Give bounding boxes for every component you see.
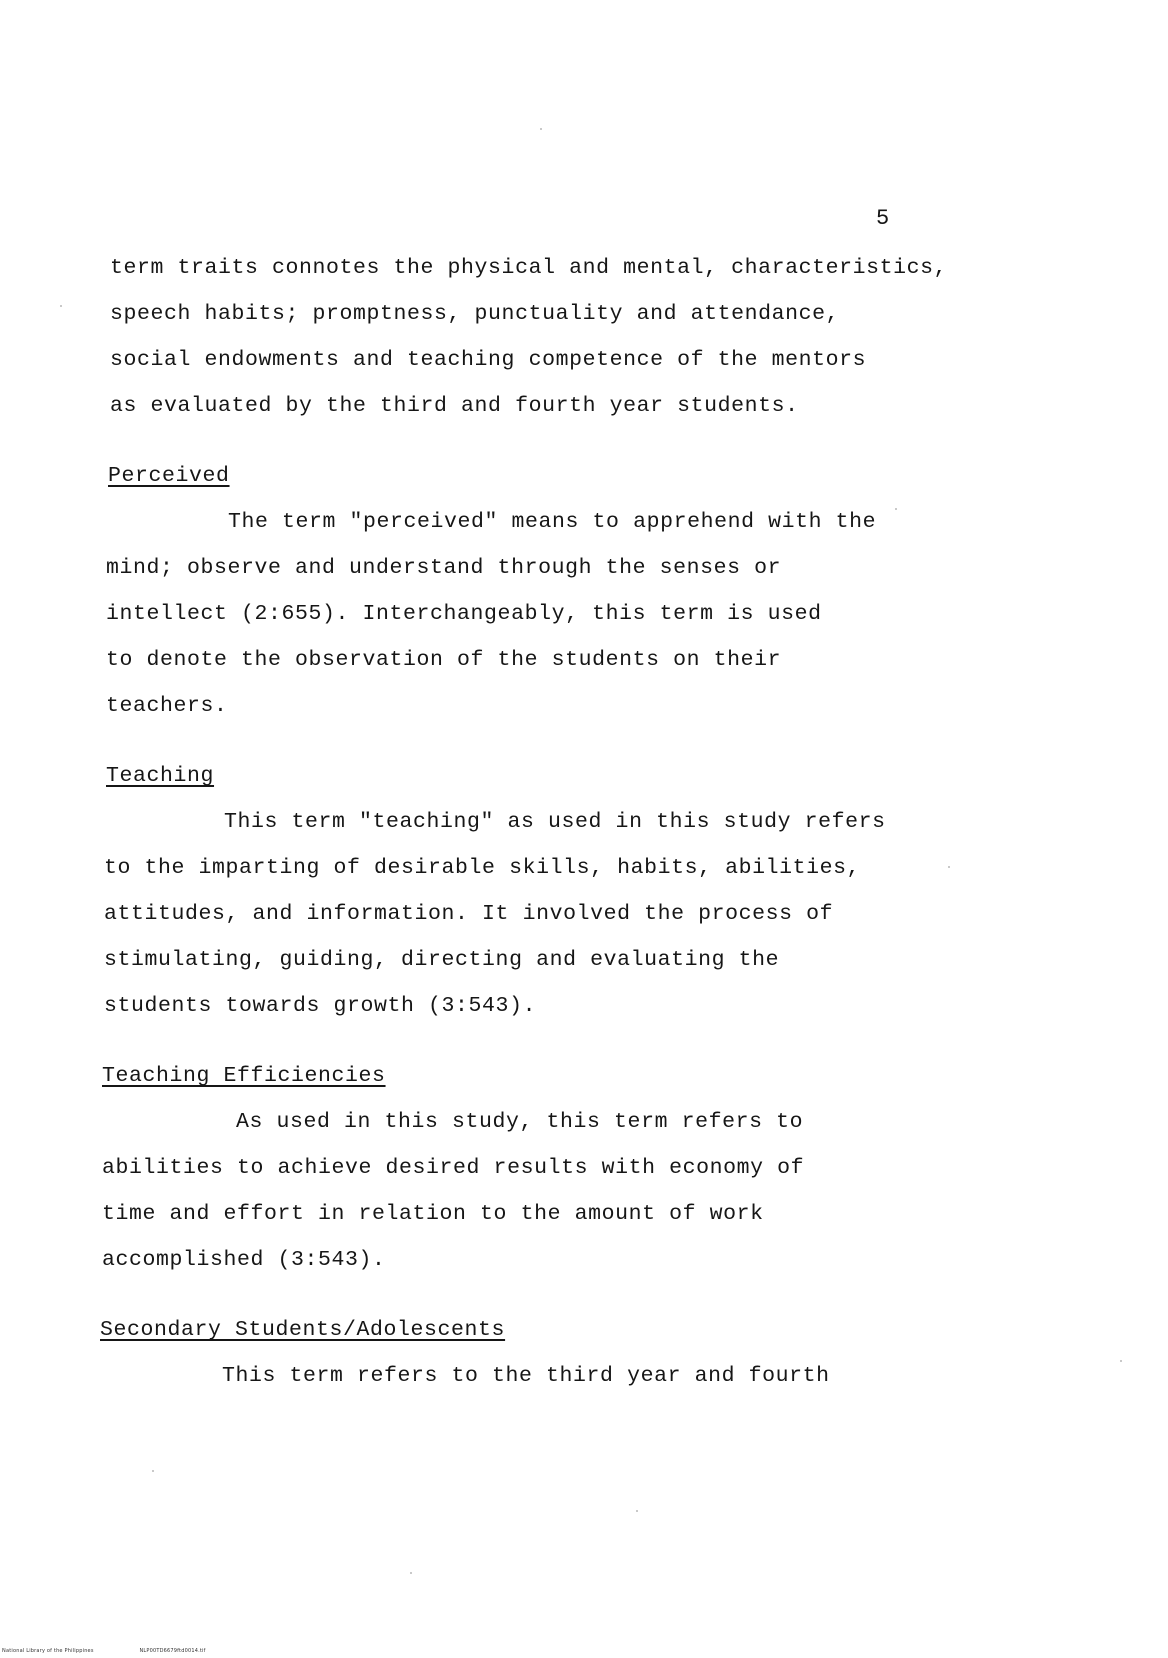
scan-speck bbox=[1120, 1360, 1122, 1362]
scan-speck bbox=[60, 305, 62, 307]
intro-line-3: social endowments and teaching competence of the mentors bbox=[110, 348, 867, 372]
scan-speck bbox=[948, 866, 950, 868]
intro-line-1: term traits connotes the physical and mental, characteristics, bbox=[110, 256, 948, 280]
teaching-line-5: students towards growth (3:543). bbox=[104, 994, 537, 1018]
intro-line-4: as evaluated by the third and fourth year students. bbox=[110, 394, 799, 418]
section-heading-teaching: Teaching bbox=[106, 764, 215, 788]
teaching-line-4: stimulating, guiding, directing and evaluating the bbox=[104, 948, 780, 972]
section-heading-secondary-students: Secondary Students/Adolescents bbox=[100, 1318, 506, 1342]
perceived-line-3: intellect (2:655). Interchangeably, this term is used bbox=[106, 602, 822, 626]
footer-file: NLP00TD6679ftd0014.tif bbox=[139, 1648, 206, 1654]
section-heading-teaching-efficiencies: Teaching Efficiencies bbox=[102, 1064, 386, 1088]
perceived-line-4: to denote the observation of the students on their bbox=[106, 648, 782, 672]
secondary-line-1: This term refers to the third year and fourth bbox=[222, 1364, 830, 1388]
scan-footer bbox=[2, 1648, 206, 1654]
perceived-line-2: mind; observe and understand through the senses or bbox=[106, 556, 782, 580]
section-heading-perceived: Perceived bbox=[108, 464, 230, 488]
scan-speck bbox=[540, 128, 542, 130]
perceived-line-1: The term "perceived" means to apprehend with the bbox=[228, 510, 877, 534]
teaching-line-1: This term "teaching" as used in this study refers bbox=[224, 810, 886, 834]
efficiencies-line-2: abilities to achieve desired results with economy of bbox=[102, 1156, 805, 1180]
teaching-line-2: to the imparting of desirable skills, habits, abilities, bbox=[104, 856, 861, 880]
scan-speck bbox=[895, 508, 897, 510]
scan-speck bbox=[636, 1510, 638, 1512]
efficiencies-line-3: time and effort in relation to the amount of work bbox=[102, 1202, 764, 1226]
intro-line-2: speech habits; promptness, punctuality and attendance, bbox=[110, 302, 840, 326]
teaching-line-3: attitudes, and information. It involved the process of bbox=[104, 902, 834, 926]
page-number: 5 bbox=[876, 206, 890, 231]
scan-speck bbox=[152, 1470, 154, 1472]
footer-library: National Library of the Philippines bbox=[2, 1648, 94, 1654]
perceived-line-5: teachers. bbox=[106, 694, 228, 718]
efficiencies-line-1: As used in this study, this term refers to bbox=[236, 1110, 804, 1134]
efficiencies-line-4: accomplished (3:543). bbox=[102, 1248, 386, 1272]
scan-speck bbox=[410, 1572, 412, 1574]
